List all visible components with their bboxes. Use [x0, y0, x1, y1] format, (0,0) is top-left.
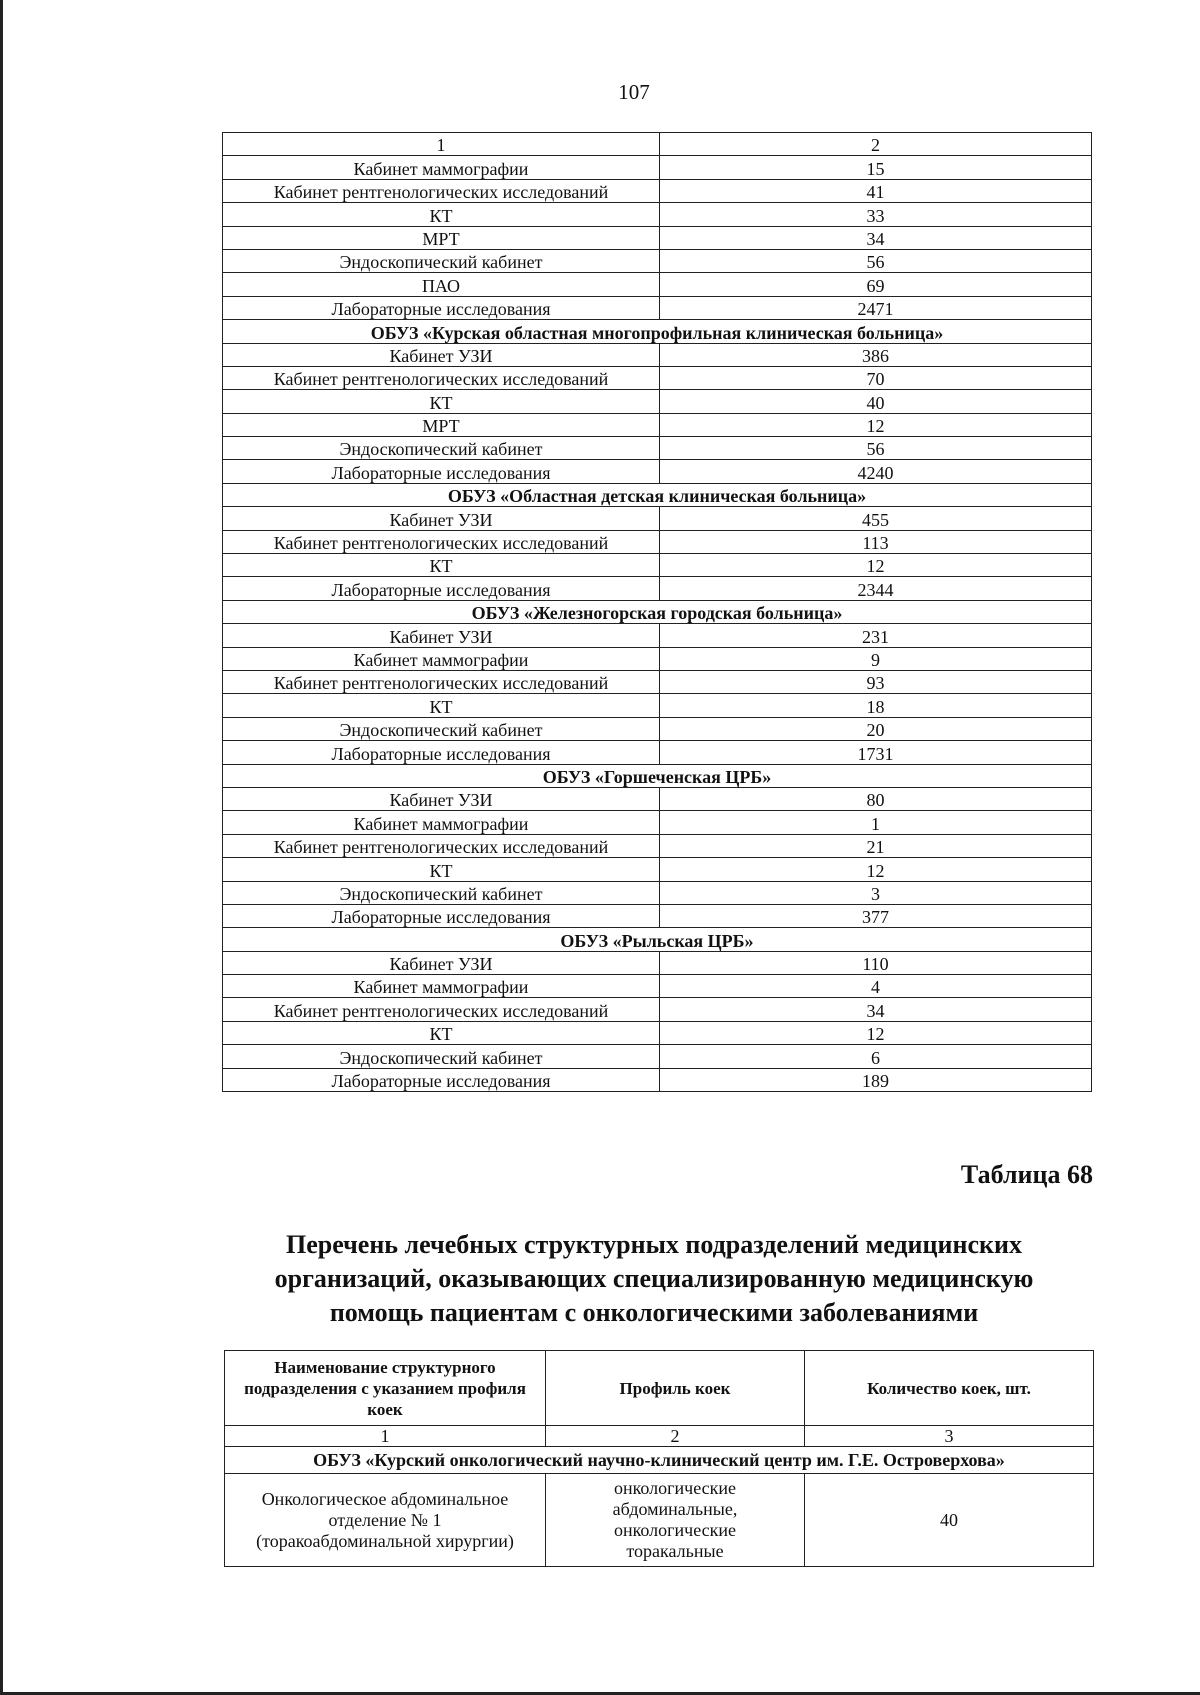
service-count: 12 — [660, 554, 1092, 577]
table-row — [223, 437, 1092, 460]
service-count: 34 — [660, 226, 1092, 249]
service-name: Эндоскопический кабинет — [223, 249, 660, 272]
table-row — [223, 670, 1092, 693]
column-number-row — [225, 1426, 1094, 1447]
service-count: 12 — [660, 1021, 1092, 1044]
service-count: 455 — [660, 507, 1092, 530]
service-count: 33 — [660, 203, 1092, 226]
organization-name: ОБУЗ «Курский онкологический научно-клинический центр им. Г.Е. Островерхова» — [225, 1447, 1094, 1474]
table-row — [223, 1068, 1092, 1091]
service-name: Кабинет маммографии — [223, 647, 660, 670]
department-name — [225, 1474, 546, 1567]
service-name: Лабораторные исследования — [223, 460, 660, 483]
service-name: Кабинет рентгенологических исследований — [223, 670, 660, 693]
table-row — [223, 811, 1092, 834]
department-name-line: Онкологическое абдоминальное — [261, 1488, 509, 1509]
service-name: Кабинет УЗИ — [223, 787, 660, 810]
organization-group-row — [223, 483, 1092, 506]
service-name: КТ — [223, 203, 660, 226]
table-row — [223, 343, 1092, 366]
table-row — [223, 624, 1092, 647]
service-name: Эндоскопический кабинет — [223, 1045, 660, 1068]
service-count: 113 — [660, 530, 1092, 553]
service-name: Кабинет маммографии — [223, 156, 660, 179]
table-title — [210, 1228, 1098, 1330]
organization-name: ОБУЗ «Рыльская ЦРБ» — [223, 928, 1092, 951]
service-name: Лабораторные исследования — [223, 1068, 660, 1091]
table-row — [223, 951, 1092, 974]
table-label: Таблица 68 — [960, 1160, 1093, 1189]
table-row — [223, 717, 1092, 740]
table-row — [223, 858, 1092, 881]
table-row — [223, 577, 1092, 600]
organization-group-row — [223, 600, 1092, 623]
service-name: КТ — [223, 694, 660, 717]
header-bed-profile: Профиль коек — [546, 1351, 805, 1426]
organization-group-row — [223, 928, 1092, 951]
service-count: 12 — [660, 413, 1092, 436]
table-row — [223, 413, 1092, 436]
service-name: Кабинет рентгенологических исследований — [223, 366, 660, 389]
service-name: Кабинет рентгенологических исследований — [223, 179, 660, 202]
service-count: 189 — [660, 1068, 1092, 1091]
service-count: 18 — [660, 694, 1092, 717]
service-count: 41 — [660, 179, 1092, 202]
service-count: 93 — [660, 670, 1092, 693]
department-name-line: отделение № 1 — [328, 1509, 442, 1530]
service-name: КТ — [223, 554, 660, 577]
service-count: 21 — [660, 834, 1092, 857]
column-number-2: 2 — [660, 133, 1092, 156]
service-count: 15 — [660, 156, 1092, 179]
table-row — [223, 834, 1092, 857]
service-count: 6 — [660, 1045, 1092, 1068]
service-count: 56 — [660, 249, 1092, 272]
table-row — [223, 273, 1092, 296]
service-name: ПАО — [223, 273, 660, 296]
service-name: Кабинет УЗИ — [223, 951, 660, 974]
service-name: Кабинет УЗИ — [223, 343, 660, 366]
service-count: 231 — [660, 624, 1092, 647]
service-count: 69 — [660, 273, 1092, 296]
bed-profile-line: абдоминальные, — [612, 1499, 738, 1519]
bed-profile — [546, 1474, 805, 1567]
header-department-name: Наименование структурного подразделения с указанием профиля коек — [225, 1351, 546, 1426]
service-name: Кабинет маммографии — [223, 975, 660, 998]
header-bed-count: Количество коек, шт. — [805, 1351, 1094, 1426]
table-row — [223, 694, 1092, 717]
service-count: 2344 — [660, 577, 1092, 600]
organization-name: ОБУЗ «Горшеченская ЦРБ» — [223, 764, 1092, 787]
service-name: МРТ — [223, 413, 660, 436]
table-row — [223, 390, 1092, 413]
column-number-3: 3 — [805, 1426, 1094, 1447]
table-row — [223, 554, 1092, 577]
table-row — [223, 998, 1092, 1021]
service-count: 386 — [660, 343, 1092, 366]
service-name: Кабинет рентгенологических исследований — [223, 530, 660, 553]
department-name-line: (торакоабдоминальной хирургии) — [256, 1530, 514, 1551]
bed-profile-line: онкологические — [613, 1478, 737, 1498]
service-count: 12 — [660, 858, 1092, 881]
service-count: 4240 — [660, 460, 1092, 483]
service-name: Эндоскопический кабинет — [223, 881, 660, 904]
bed-profile-line: торакальные — [626, 1541, 724, 1561]
table-title-line: помощь пациентам с онкологическими заболеваниями — [329, 1298, 979, 1327]
table-row — [223, 787, 1092, 810]
table-title-line: организаций, оказывающих специализированную медицинскую — [274, 1264, 1034, 1293]
service-count: 110 — [660, 951, 1092, 974]
service-name: Кабинет рентгенологических исследований — [223, 834, 660, 857]
bed-profile-line: онкологические — [613, 1520, 737, 1540]
service-count: 377 — [660, 904, 1092, 927]
table-row — [223, 249, 1092, 272]
table-row — [223, 904, 1092, 927]
service-name: Кабинет УЗИ — [223, 624, 660, 647]
table-row — [223, 1045, 1092, 1068]
page-number: 107 — [618, 80, 650, 104]
table-row — [223, 460, 1092, 483]
column-number-1: 1 — [223, 133, 660, 156]
service-name: Лабораторные исследования — [223, 577, 660, 600]
table-row — [223, 226, 1092, 249]
column-number-1: 1 — [225, 1426, 546, 1447]
table-row — [223, 296, 1092, 319]
table-row — [223, 203, 1092, 226]
organization-group-row — [223, 320, 1092, 343]
service-name: Лабораторные исследования — [223, 904, 660, 927]
organization-group-row — [225, 1447, 1094, 1474]
service-name: МРТ — [223, 226, 660, 249]
table-row — [223, 647, 1092, 670]
service-count: 1 — [660, 811, 1092, 834]
organization-group-row — [223, 764, 1092, 787]
service-name: Кабинет рентгенологических исследований — [223, 998, 660, 1021]
table-row — [223, 507, 1092, 530]
service-name: Эндоскопический кабинет — [223, 717, 660, 740]
service-name: Лабораторные исследования — [223, 296, 660, 319]
diagnostic-services-table-body — [223, 133, 1092, 1092]
table-header-row — [225, 1351, 1094, 1426]
service-count: 70 — [660, 366, 1092, 389]
organization-name: ОБУЗ «Областная детская клиническая больница» — [223, 483, 1092, 506]
service-name: КТ — [223, 858, 660, 881]
service-count: 20 — [660, 717, 1092, 740]
service-count: 3 — [660, 881, 1092, 904]
table-title-line: Перечень лечебных структурных подразделений медицинских — [286, 1230, 1022, 1259]
service-count: 80 — [660, 787, 1092, 810]
service-count: 40 — [660, 390, 1092, 413]
table-row — [223, 156, 1092, 179]
table-header-row — [223, 133, 1092, 156]
service-count: 4 — [660, 975, 1092, 998]
table-row — [223, 179, 1092, 202]
table-row — [223, 1021, 1092, 1044]
column-number-2: 2 — [546, 1426, 805, 1447]
table-row — [223, 741, 1092, 764]
service-name: Эндоскопический кабинет — [223, 437, 660, 460]
table-row — [223, 881, 1092, 904]
diagnostic-services-table — [222, 132, 1092, 1092]
organization-name: ОБУЗ «Железногорская городская больница» — [223, 600, 1092, 623]
table-row — [223, 530, 1092, 553]
service-count: 2471 — [660, 296, 1092, 319]
service-count: 9 — [660, 647, 1092, 670]
service-name: Кабинет маммографии — [223, 811, 660, 834]
table-row — [223, 975, 1092, 998]
service-name: КТ — [223, 390, 660, 413]
service-name: Лабораторные исследования — [223, 741, 660, 764]
service-name: КТ — [223, 1021, 660, 1044]
organization-name: ОБУЗ «Курская областная многопрофильная клиническая больница» — [223, 320, 1092, 343]
table-row — [225, 1474, 1094, 1567]
service-count: 34 — [660, 998, 1092, 1021]
service-name: Кабинет УЗИ — [223, 507, 660, 530]
bed-count: 40 — [805, 1474, 1094, 1567]
service-count: 1731 — [660, 741, 1092, 764]
service-count: 56 — [660, 437, 1092, 460]
table-row — [223, 366, 1092, 389]
oncology-departments-table — [224, 1350, 1094, 1567]
